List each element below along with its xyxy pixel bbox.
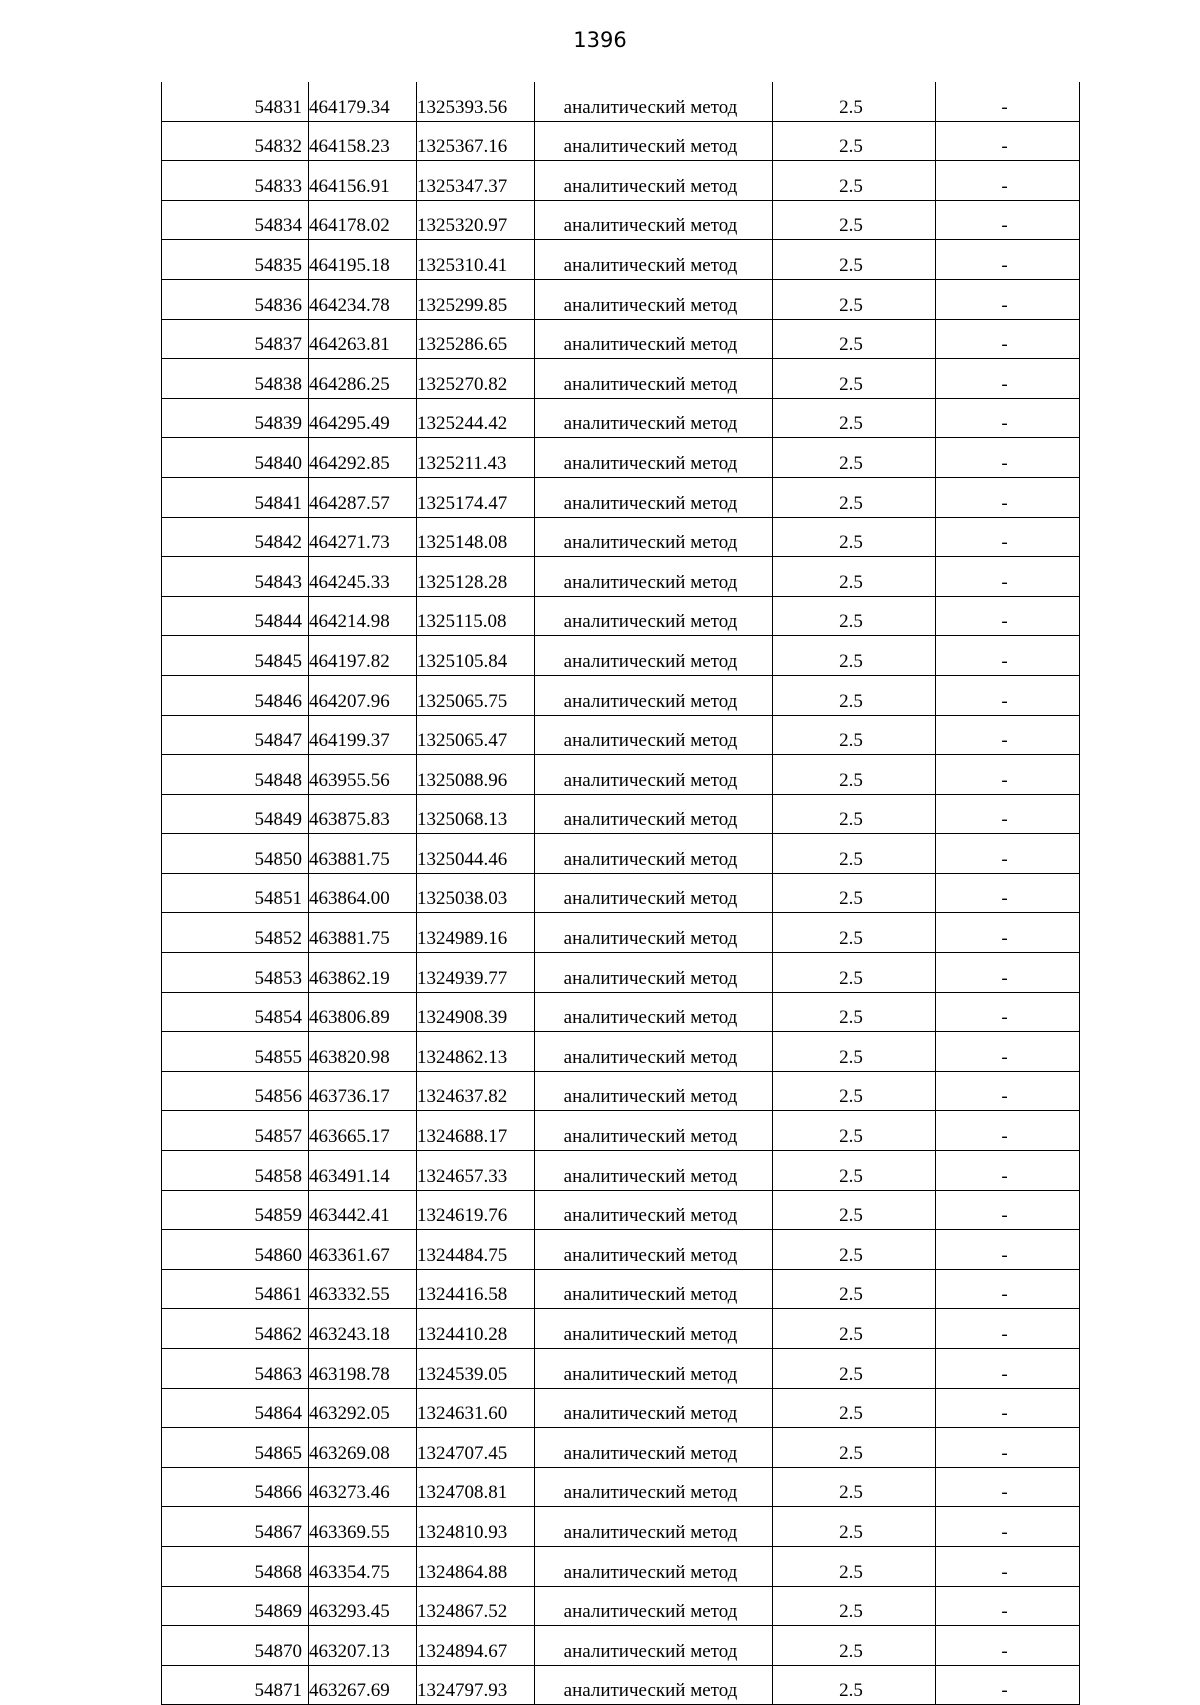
method-cell: аналитический метод [535,1428,773,1468]
note-cell: - [936,161,1080,201]
note-cell: - [936,755,1080,795]
method-cell: аналитический метод [535,755,773,795]
method-cell: аналитический метод [535,1111,773,1151]
y-coordinate-cell: 1325044.46 [417,834,535,874]
y-coordinate-cell: 1324989.16 [417,913,535,953]
note-cell: - [936,1586,1080,1626]
note-cell: - [936,675,1080,715]
table-row [162,359,1080,399]
accuracy-cell: 2.5 [773,992,936,1032]
y-coordinate-cell: 1324908.39 [417,992,535,1032]
x-coordinate-cell: 463864.00 [309,873,417,913]
method-cell: аналитический метод [535,359,773,399]
y-coordinate-cell: 1325393.56 [417,82,535,121]
note-cell: - [936,1349,1080,1389]
point-number-cell: 54863 [162,1349,309,1389]
y-coordinate-cell: 1324416.58 [417,1269,535,1309]
table-row [162,161,1080,201]
table-row [162,1309,1080,1349]
accuracy-cell: 2.5 [773,1586,936,1626]
point-number-cell: 54842 [162,517,309,557]
table-row [162,636,1080,676]
accuracy-cell: 2.5 [773,715,936,755]
point-number-cell: 54862 [162,1309,309,1349]
y-coordinate-cell: 1325211.43 [417,438,535,478]
point-number-cell: 54868 [162,1546,309,1586]
note-cell: - [936,1190,1080,1230]
table-row [162,992,1080,1032]
method-cell: аналитический метод [535,398,773,438]
point-number-cell: 54859 [162,1190,309,1230]
table-row [162,715,1080,755]
method-cell: аналитический метод [535,834,773,874]
accuracy-cell: 2.5 [773,1309,936,1349]
point-number-cell: 54849 [162,794,309,834]
method-cell: аналитический метод [535,1546,773,1586]
point-number-cell: 54858 [162,1151,309,1191]
x-coordinate-cell: 464271.73 [309,517,417,557]
point-number-cell: 54855 [162,1032,309,1072]
y-coordinate-cell: 1324539.05 [417,1349,535,1389]
point-number-cell: 54851 [162,873,309,913]
table-row [162,1269,1080,1309]
table-row [162,319,1080,359]
x-coordinate-cell: 464197.82 [309,636,417,676]
note-cell: - [936,1546,1080,1586]
x-coordinate-cell: 464199.37 [309,715,417,755]
table-row [162,913,1080,953]
note-cell: - [936,398,1080,438]
point-number-cell: 54839 [162,398,309,438]
note-cell: - [936,557,1080,597]
table-row [162,200,1080,240]
note-cell: - [936,1507,1080,1547]
y-coordinate-cell: 1325270.82 [417,359,535,399]
table-row [162,1388,1080,1428]
accuracy-cell: 2.5 [773,517,936,557]
point-number-cell: 54860 [162,1230,309,1270]
accuracy-cell: 2.5 [773,1269,936,1309]
accuracy-cell: 2.5 [773,1507,936,1547]
accuracy-cell: 2.5 [773,359,936,399]
accuracy-cell: 2.5 [773,398,936,438]
y-coordinate-cell: 1325068.13 [417,794,535,834]
method-cell: аналитический метод [535,517,773,557]
accuracy-cell: 2.5 [773,1111,936,1151]
x-coordinate-cell: 464234.78 [309,279,417,319]
point-number-cell: 54853 [162,953,309,993]
x-coordinate-cell: 463955.56 [309,755,417,795]
table-row [162,794,1080,834]
y-coordinate-cell: 1324708.81 [417,1467,535,1507]
point-number-cell: 54845 [162,636,309,676]
note-cell: - [936,834,1080,874]
note-cell: - [936,1388,1080,1428]
y-coordinate-cell: 1324631.60 [417,1388,535,1428]
x-coordinate-cell: 463269.08 [309,1428,417,1468]
accuracy-cell: 2.5 [773,636,936,676]
method-cell: аналитический метод [535,557,773,597]
x-coordinate-cell: 464179.34 [309,82,417,121]
y-coordinate-cell: 1324688.17 [417,1111,535,1151]
note-cell: - [936,1665,1080,1705]
note-cell: - [936,200,1080,240]
y-coordinate-cell: 1324862.13 [417,1032,535,1072]
x-coordinate-cell: 464263.81 [309,319,417,359]
accuracy-cell: 2.5 [773,1428,936,1468]
table-row [162,1111,1080,1151]
table-row [162,1665,1080,1705]
table-row [162,1151,1080,1191]
method-cell: аналитический метод [535,1349,773,1389]
y-coordinate-cell: 1325148.08 [417,517,535,557]
x-coordinate-cell: 463881.75 [309,834,417,874]
accuracy-cell: 2.5 [773,834,936,874]
x-coordinate-cell: 463198.78 [309,1349,417,1389]
point-number-cell: 54867 [162,1507,309,1547]
x-coordinate-cell: 463361.67 [309,1230,417,1270]
accuracy-cell: 2.5 [773,200,936,240]
method-cell: аналитический метод [535,1269,773,1309]
accuracy-cell: 2.5 [773,1071,936,1111]
point-number-cell: 54843 [162,557,309,597]
method-cell: аналитический метод [535,1586,773,1626]
method-cell: аналитический метод [535,200,773,240]
method-cell: аналитический метод [535,1190,773,1230]
table-row [162,1071,1080,1111]
y-coordinate-cell: 1324410.28 [417,1309,535,1349]
method-cell: аналитический метод [535,992,773,1032]
note-cell: - [936,121,1080,161]
method-cell: аналитический метод [535,319,773,359]
point-number-cell: 54871 [162,1665,309,1705]
method-cell: аналитический метод [535,596,773,636]
table-row [162,477,1080,517]
point-number-cell: 54837 [162,319,309,359]
x-coordinate-cell: 463267.69 [309,1665,417,1705]
note-cell: - [936,1269,1080,1309]
x-coordinate-cell: 463875.83 [309,794,417,834]
method-cell: аналитический метод [535,477,773,517]
point-number-cell: 54848 [162,755,309,795]
y-coordinate-cell: 1324939.77 [417,953,535,993]
point-number-cell: 54831 [162,82,309,121]
x-coordinate-cell: 463293.45 [309,1586,417,1626]
note-cell: - [936,992,1080,1032]
note-cell: - [936,1151,1080,1191]
accuracy-cell: 2.5 [773,755,936,795]
note-cell: - [936,240,1080,280]
y-coordinate-cell: 1325244.42 [417,398,535,438]
table-row [162,438,1080,478]
point-number-cell: 54865 [162,1428,309,1468]
x-coordinate-cell: 464195.18 [309,240,417,280]
table-row [162,398,1080,438]
accuracy-cell: 2.5 [773,279,936,319]
y-coordinate-cell: 1324707.45 [417,1428,535,1468]
point-number-cell: 54870 [162,1626,309,1666]
point-number-cell: 54833 [162,161,309,201]
note-cell: - [936,1230,1080,1270]
y-coordinate-cell: 1325174.47 [417,477,535,517]
accuracy-cell: 2.5 [773,1230,936,1270]
point-number-cell: 54861 [162,1269,309,1309]
method-cell: аналитический метод [535,794,773,834]
table-row [162,1626,1080,1666]
y-coordinate-cell: 1324797.93 [417,1665,535,1705]
table-row [162,121,1080,161]
y-coordinate-cell: 1325299.85 [417,279,535,319]
x-coordinate-cell: 464292.85 [309,438,417,478]
point-number-cell: 54840 [162,438,309,478]
note-cell: - [936,1626,1080,1666]
y-coordinate-cell: 1325310.41 [417,240,535,280]
method-cell: аналитический метод [535,1507,773,1547]
method-cell: аналитический метод [535,715,773,755]
method-cell: аналитический метод [535,438,773,478]
x-coordinate-cell: 463369.55 [309,1507,417,1547]
x-coordinate-cell: 463806.89 [309,992,417,1032]
y-coordinate-cell: 1325367.16 [417,121,535,161]
method-cell: аналитический метод [535,1665,773,1705]
table-row [162,557,1080,597]
method-cell: аналитический метод [535,1626,773,1666]
accuracy-cell: 2.5 [773,1665,936,1705]
accuracy-cell: 2.5 [773,675,936,715]
point-number-cell: 54857 [162,1111,309,1151]
accuracy-cell: 2.5 [773,557,936,597]
y-coordinate-cell: 1325286.65 [417,319,535,359]
accuracy-cell: 2.5 [773,121,936,161]
table-row [162,82,1080,121]
x-coordinate-cell: 463292.05 [309,1388,417,1428]
x-coordinate-cell: 464207.96 [309,675,417,715]
method-cell: аналитический метод [535,913,773,953]
note-cell: - [936,1071,1080,1111]
x-coordinate-cell: 464286.25 [309,359,417,399]
x-coordinate-cell: 463665.17 [309,1111,417,1151]
table-row [162,517,1080,557]
note-cell: - [936,913,1080,953]
method-cell: аналитический метод [535,240,773,280]
accuracy-cell: 2.5 [773,1546,936,1586]
point-number-cell: 54836 [162,279,309,319]
y-coordinate-cell: 1325065.47 [417,715,535,755]
table-row [162,1467,1080,1507]
accuracy-cell: 2.5 [773,82,936,121]
point-number-cell: 54835 [162,240,309,280]
table-row [162,1507,1080,1547]
accuracy-cell: 2.5 [773,873,936,913]
accuracy-cell: 2.5 [773,1467,936,1507]
table-row [162,240,1080,280]
method-cell: аналитический метод [535,1309,773,1349]
method-cell: аналитический метод [535,82,773,121]
y-coordinate-cell: 1325115.08 [417,596,535,636]
method-cell: аналитический метод [535,1071,773,1111]
y-coordinate-cell: 1325038.03 [417,873,535,913]
accuracy-cell: 2.5 [773,1388,936,1428]
x-coordinate-cell: 463820.98 [309,1032,417,1072]
y-coordinate-cell: 1325065.75 [417,675,535,715]
note-cell: - [936,636,1080,676]
point-number-cell: 54854 [162,992,309,1032]
note-cell: - [936,1111,1080,1151]
coordinates-table-body [162,82,1080,1705]
accuracy-cell: 2.5 [773,477,936,517]
point-number-cell: 54847 [162,715,309,755]
x-coordinate-cell: 463491.14 [309,1151,417,1191]
x-coordinate-cell: 463207.13 [309,1626,417,1666]
table-row [162,1190,1080,1230]
point-number-cell: 54838 [162,359,309,399]
note-cell: - [936,517,1080,557]
point-number-cell: 54841 [162,477,309,517]
accuracy-cell: 2.5 [773,913,936,953]
x-coordinate-cell: 463354.75 [309,1546,417,1586]
x-coordinate-cell: 463273.46 [309,1467,417,1507]
method-cell: аналитический метод [535,953,773,993]
method-cell: аналитический метод [535,1032,773,1072]
page-number: 1396 [573,28,627,52]
x-coordinate-cell: 463332.55 [309,1269,417,1309]
table-row [162,1230,1080,1270]
x-coordinate-cell: 464214.98 [309,596,417,636]
point-number-cell: 54850 [162,834,309,874]
point-number-cell: 54846 [162,675,309,715]
method-cell: аналитический метод [535,279,773,319]
method-cell: аналитический метод [535,675,773,715]
table-row [162,1546,1080,1586]
point-number-cell: 54864 [162,1388,309,1428]
y-coordinate-cell: 1324864.88 [417,1546,535,1586]
table-row [162,279,1080,319]
x-coordinate-cell: 464287.57 [309,477,417,517]
y-coordinate-cell: 1324484.75 [417,1230,535,1270]
accuracy-cell: 2.5 [773,161,936,201]
method-cell: аналитический метод [535,873,773,913]
note-cell: - [936,953,1080,993]
point-number-cell: 54856 [162,1071,309,1111]
y-coordinate-cell: 1324619.76 [417,1190,535,1230]
x-coordinate-cell: 464245.33 [309,557,417,597]
note-cell: - [936,319,1080,359]
table-row [162,873,1080,913]
table-row [162,755,1080,795]
x-coordinate-cell: 463881.75 [309,913,417,953]
x-coordinate-cell: 463243.18 [309,1309,417,1349]
y-coordinate-cell: 1325128.28 [417,557,535,597]
x-coordinate-cell: 463862.19 [309,953,417,993]
note-cell: - [936,715,1080,755]
x-coordinate-cell: 464178.02 [309,200,417,240]
note-cell: - [936,1467,1080,1507]
x-coordinate-cell: 464156.91 [309,161,417,201]
accuracy-cell: 2.5 [773,1349,936,1389]
table-row [162,596,1080,636]
y-coordinate-cell: 1324867.52 [417,1586,535,1626]
table-row [162,1032,1080,1072]
method-cell: аналитический метод [535,161,773,201]
y-coordinate-cell: 1325105.84 [417,636,535,676]
note-cell: - [936,359,1080,399]
point-number-cell: 54866 [162,1467,309,1507]
x-coordinate-cell: 463736.17 [309,1071,417,1111]
method-cell: аналитический метод [535,636,773,676]
y-coordinate-cell: 1324637.82 [417,1071,535,1111]
accuracy-cell: 2.5 [773,794,936,834]
table-row [162,675,1080,715]
accuracy-cell: 2.5 [773,319,936,359]
point-number-cell: 54852 [162,913,309,953]
note-cell: - [936,477,1080,517]
y-coordinate-cell: 1324810.93 [417,1507,535,1547]
y-coordinate-cell: 1324657.33 [417,1151,535,1191]
table-row [162,953,1080,993]
y-coordinate-cell: 1325088.96 [417,755,535,795]
note-cell: - [936,1428,1080,1468]
method-cell: аналитический метод [535,121,773,161]
note-cell: - [936,1309,1080,1349]
x-coordinate-cell: 464158.23 [309,121,417,161]
point-number-cell: 54834 [162,200,309,240]
method-cell: аналитический метод [535,1388,773,1428]
method-cell: аналитический метод [535,1467,773,1507]
note-cell: - [936,1032,1080,1072]
x-coordinate-cell: 464295.49 [309,398,417,438]
note-cell: - [936,279,1080,319]
y-coordinate-cell: 1325347.37 [417,161,535,201]
method-cell: аналитический метод [535,1230,773,1270]
y-coordinate-cell: 1325320.97 [417,200,535,240]
table-row [162,1586,1080,1626]
note-cell: - [936,794,1080,834]
point-number-cell: 54832 [162,121,309,161]
table-row [162,1428,1080,1468]
accuracy-cell: 2.5 [773,596,936,636]
y-coordinate-cell: 1324894.67 [417,1626,535,1666]
accuracy-cell: 2.5 [773,953,936,993]
note-cell: - [936,438,1080,478]
accuracy-cell: 2.5 [773,1626,936,1666]
method-cell: аналитический метод [535,1151,773,1191]
accuracy-cell: 2.5 [773,438,936,478]
point-number-cell: 54844 [162,596,309,636]
accuracy-cell: 2.5 [773,240,936,280]
note-cell: - [936,596,1080,636]
table-row [162,1349,1080,1389]
x-coordinate-cell: 463442.41 [309,1190,417,1230]
accuracy-cell: 2.5 [773,1032,936,1072]
note-cell: - [936,82,1080,121]
point-number-cell: 54869 [162,1586,309,1626]
accuracy-cell: 2.5 [773,1190,936,1230]
coordinates-table [161,82,1080,1705]
note-cell: - [936,873,1080,913]
accuracy-cell: 2.5 [773,1151,936,1191]
table-row [162,834,1080,874]
